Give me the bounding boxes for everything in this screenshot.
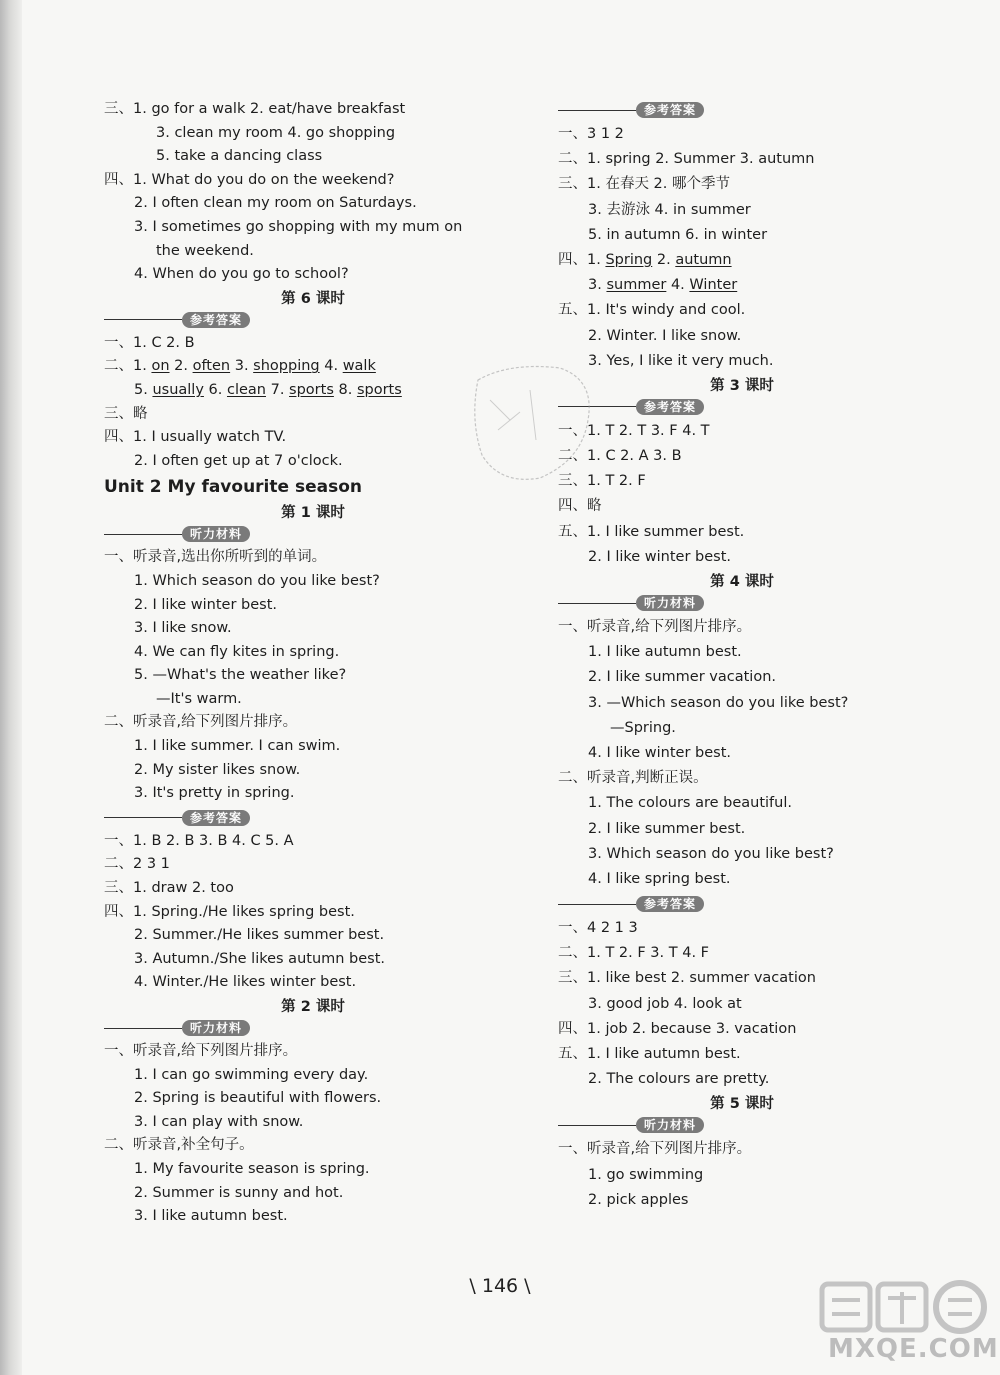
answer-line: 一、听录音,选出你所听到的单词。 [104,549,327,566]
underlined-answer: on [151,358,170,375]
text-fragment: 四、1. [558,251,606,268]
section-header [558,591,888,615]
answer-line: 3. —Which season do you like best? [588,694,849,711]
answer-line: 一、听录音,给下列图片排序。 [104,1043,298,1059]
watermark-site: MXQE.COM [828,1334,999,1364]
answer-line: 五、1. It's windy and cool. [558,302,746,319]
section-rule [558,603,636,604]
section-label: 参考答案 [636,399,704,415]
answer-line: 1. The colours are beautiful. [588,795,792,812]
underlined-answer: clean [226,381,266,398]
section-rule [104,319,182,320]
answer-line: 五、1. I like autumn best. [558,1046,741,1062]
answer-line: 2. I like summer vacation. [588,669,776,686]
text-fragment: 5. [134,381,153,398]
answer-line: the weekend. [156,242,254,259]
section-rule [104,1028,182,1029]
answer-line: 3. I can play with snow. [134,1113,304,1130]
underlined-answer: Spring [605,251,653,268]
answer-line: 4. We can fly kites in spring. [134,643,340,660]
book-binding-edge [0,0,22,1375]
answer-line: 2. My sister likes snow. [134,761,301,778]
section-rule [558,1125,636,1126]
answer-line: 3. It's pretty in spring. [134,785,295,802]
text-fragment: 4. [666,277,690,294]
text-fragment: 2. [652,251,676,268]
answer-line: 三、1. draw 2. too [104,880,234,897]
lesson-heading: 第 1 课时 [281,505,345,522]
answer-line: 2. I often clean my room on Saturdays. [134,195,417,212]
section-label: 参考答案 [636,896,704,912]
answer-line [104,355,484,379]
answer-line: 3. good job 4. look at [588,995,742,1012]
answer-line: 2. I like summer best. [588,820,746,837]
underlined-answer: sports [356,381,402,398]
underlined-answer: usually [152,381,204,398]
answer-line: 一、1. B 2. B 3. B 4. C 5. A [104,832,294,849]
watermark-logo-icon [818,1278,998,1336]
site-watermark [818,1278,998,1370]
unit-title: Unit 2 My favourite season [104,477,362,498]
text-fragment: 3. [230,358,254,375]
answer-line: 3. I like autumn best. [134,1208,288,1225]
answer-line: 3. Autumn./She likes autumn best. [134,950,386,967]
answer-line: 四、1. What do you do on the weekend? [104,171,395,188]
lesson-heading: 第 6 课时 [281,290,345,307]
text-fragment: 7. [265,381,290,398]
answer-line: 5. —What's the weather like? [134,667,347,684]
answer-line: 5. take a dancing class [156,148,323,165]
underlined-answer: often [192,358,231,375]
answer-line: 4. I like spring best. [588,870,731,887]
answer-line: 1. go swimming [588,1166,704,1183]
answer-line: 三、1. T 2. F [558,473,646,490]
lesson-heading: 第 5 课时 [710,1096,774,1113]
lesson-heading: 第 3 课时 [710,377,774,394]
section-header [104,1016,484,1040]
answer-line: 2. I like winter best. [134,596,278,613]
section-header [558,1113,888,1137]
answer-line: 3. clean my room 4. go shopping [156,124,396,141]
section-rule [558,110,636,111]
answer-line: 3. I sometimes go shopping with my mum on [134,218,463,235]
answer-line: 四、1. Spring./He likes spring best. [104,903,355,920]
underlined-answer: sports [289,381,334,398]
answer-line: 三、1. go for a walk 2. eat/have breakfast [104,101,406,117]
answer-line: 二、1. T 2. F 3. T 4. F [558,945,709,962]
answer-line: 4. When do you go to school? [134,266,349,283]
answer-line [104,379,484,403]
section-rule [104,817,182,818]
answer-line: 2. I often get up at 7 o'clock. [134,452,343,469]
answer-line: 2. Summer./He likes summer best. [134,927,385,944]
answer-line: 一、听录音,给下列图片排序。 [558,619,752,635]
answer-line: 二、听录音,判断正误。 [558,770,708,787]
answer-line: —It's warm. [156,690,242,707]
answer-line: —Spring. [610,719,676,736]
answer-line: 四、1. I usually watch TV. [104,429,287,446]
underlined-answer: autumn [675,251,732,268]
answer-line: 1. I can go swimming every day. [134,1066,369,1083]
answer-line: 二、1. spring 2. Summer 3. autumn [558,151,815,168]
answer-line: 2. Winter. I like snow. [588,327,742,344]
section-rule [558,904,636,905]
faint-stamp [470,360,600,490]
answer-line: 二、听录音,给下列图片排序。 [104,714,298,731]
answer-line: 4. I like winter best. [588,744,732,761]
answer-line: 四、1. job 2. because 3. vacation [558,1020,797,1037]
answer-line: 三、1. like best 2. summer vacation [558,970,816,987]
answer-line: 三、1. 在春天 2. 哪个季节 [558,176,730,193]
answer-line: 4. Winter./He likes winter best. [134,974,357,991]
answer-line: 一、1. C 2. B [104,334,195,351]
right-column [558,98,888,1213]
section-header [558,395,888,419]
answer-line: 1. I like autumn best. [588,644,742,661]
underlined-answer: Winter [689,277,738,294]
answer-line: 1. I like summer. I can swim. [134,738,341,755]
section-header [104,308,484,332]
text-fragment: 2. [169,358,193,375]
answer-line: 3. Which season do you like best? [588,845,834,862]
text-fragment: 8. [333,381,357,398]
answer-line: 二、2 3 1 [104,856,170,873]
answer-line: 一、听录音,给下列图片排序。 [558,1141,752,1158]
answer-line: 3. Yes, I like it very much. [588,352,774,369]
lesson-heading: 第 4 课时 [710,574,774,590]
text-fragment: 3. [588,277,607,294]
answer-line: 一、3 1 2 [558,126,624,142]
answer-line: 五、1. I like summer best. [558,523,745,540]
answer-line: 1. Which season do you like best? [134,572,380,589]
answer-line: 5. in autumn 6. in winter [588,226,768,243]
answer-line: 一、4 2 1 3 [558,920,638,937]
answer-line: 一、1. T 2. T 3. F 4. T [558,422,710,439]
underlined-answer: walk [342,358,376,375]
section-label: 参考答案 [182,810,250,826]
answer-line: 2. Spring is beautiful with flowers. [134,1090,382,1107]
answer-line: 三、略 [104,405,148,422]
answer-line: 四、略 [558,498,602,515]
answer-line: 2. pick apples [588,1191,689,1208]
underlined-answer: shopping [253,358,320,375]
page-number: \ 146 \ [469,1275,531,1297]
section-header [558,892,888,916]
lesson-heading: 第 2 课时 [281,999,345,1015]
text-fragment: 6. [203,381,227,398]
left-column [104,98,484,1229]
section-label: 听力材料 [182,526,250,542]
answer-line: 二、1. C 2. A 3. B [558,448,682,465]
section-header [104,806,484,830]
section-label: 听力材料 [636,1117,704,1133]
answer-line: 2. The colours are pretty. [588,1071,770,1088]
text-fragment: 4. [319,358,343,375]
text-fragment: 二、1. [104,358,152,375]
answer-line: 2. I like winter best. [588,548,732,565]
section-label: 参考答案 [182,312,250,328]
section-label: 听力材料 [636,595,704,611]
section-header [104,522,484,546]
underlined-answer: summer [606,277,667,294]
answer-line: 1. My favourite season is spring. [134,1160,370,1177]
answer-line [558,273,888,298]
answer-line: 二、听录音,补全句子。 [104,1137,254,1154]
section-label: 听力材料 [182,1020,250,1036]
answer-line [558,248,888,273]
section-rule [104,534,182,535]
section-label: 参考答案 [636,102,704,118]
answer-line: 3. 去游泳 4. in summer [588,201,751,218]
answer-line: 2. Summer is sunny and hot. [134,1184,344,1201]
answer-line: 3. I like snow. [134,620,232,637]
section-header [558,98,888,122]
